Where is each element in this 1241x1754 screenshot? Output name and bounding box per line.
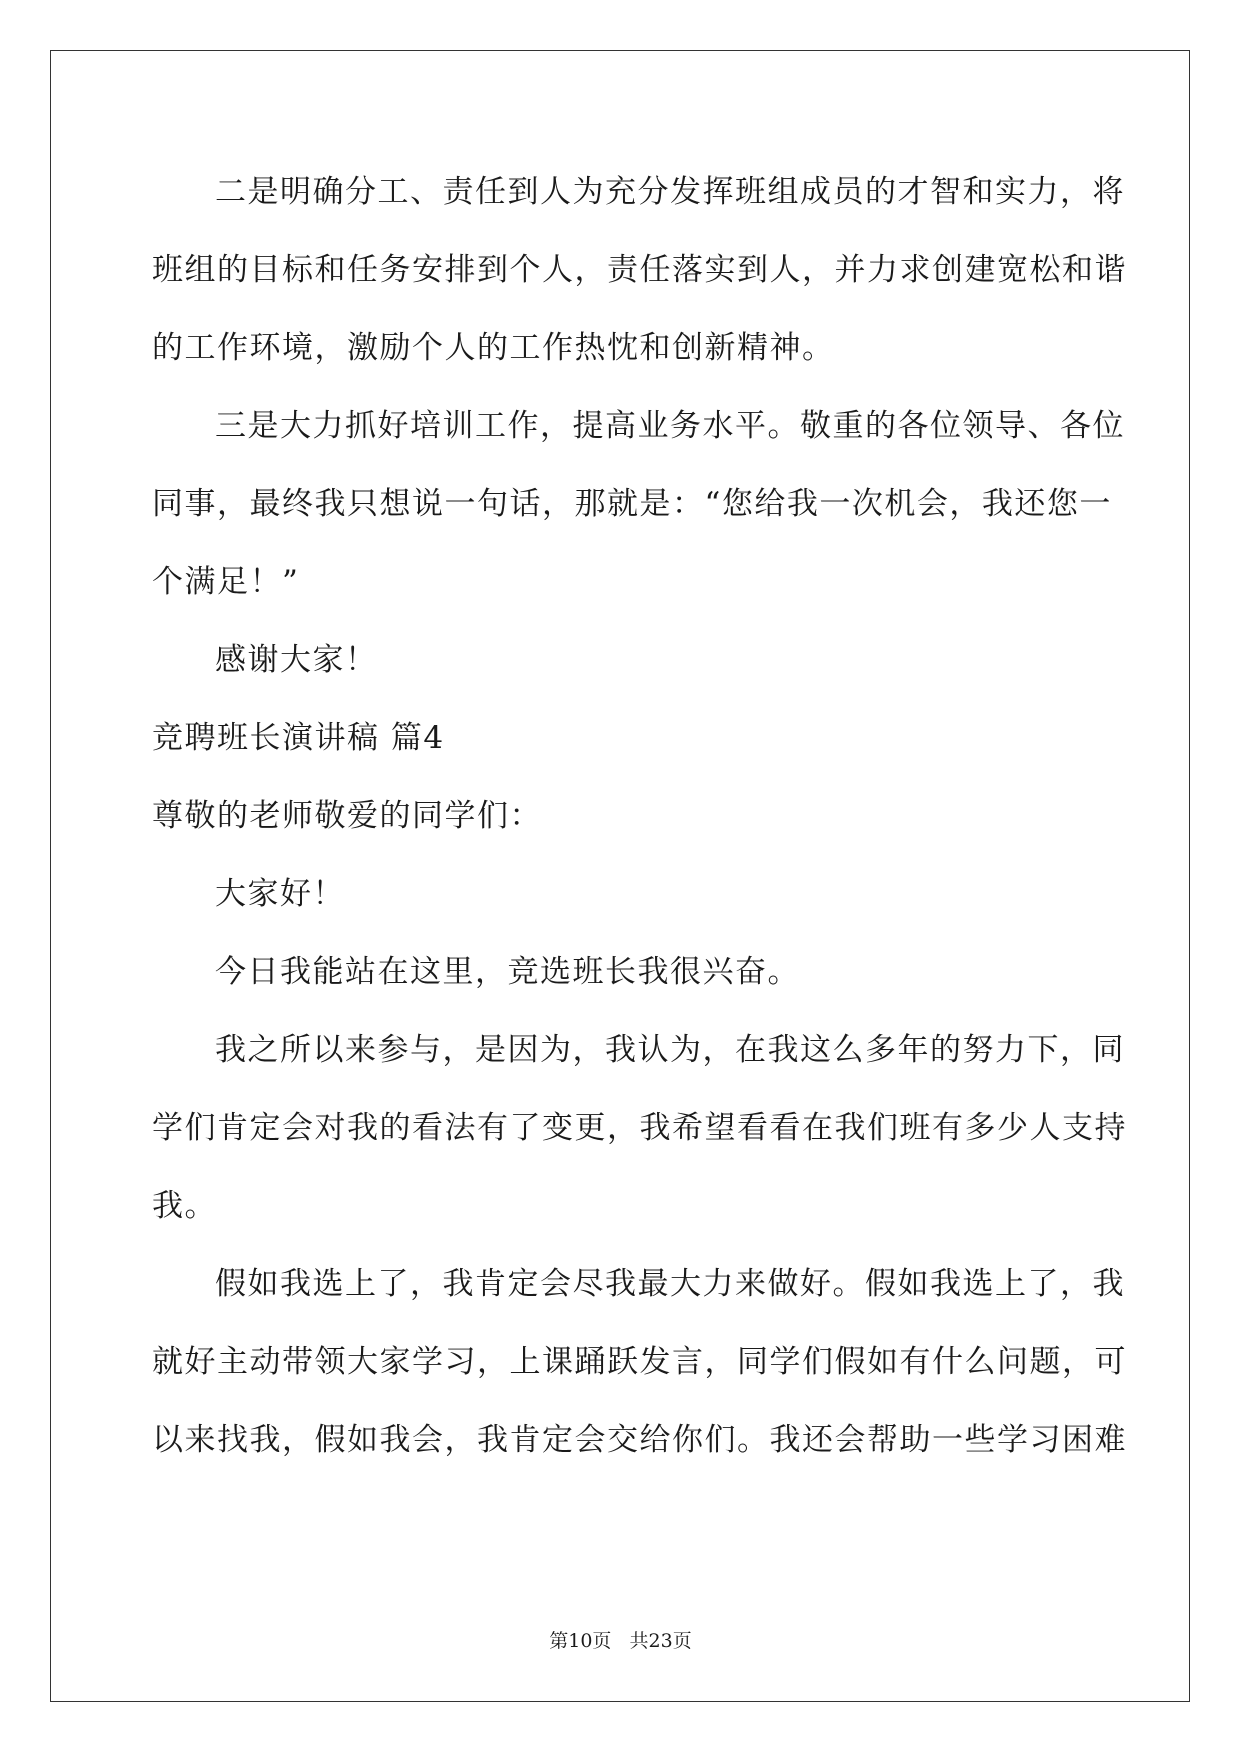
section-heading: 竞聘班长演讲稿 篇4 xyxy=(152,720,445,756)
paragraph-line: 就好主动带领大家学习，上课踊跃发言，同学们假如有什么问题，可 xyxy=(152,1344,1127,1380)
paragraph-line: 大家好！ xyxy=(215,876,345,912)
paragraph-line: 三是大力抓好培训工作，提高业务水平。敬重的各位领导、各位 xyxy=(215,408,1125,444)
paragraph-line: 同事，最终我只想说一句话，那就是：“您给我一次机会，我还您一 xyxy=(152,486,1112,522)
paragraph-line: 我之所以来参与，是因为，我认为，在我这么多年的努力下，同 xyxy=(215,1032,1125,1068)
paragraph-line: 的工作环境，激励个人的工作热忱和创新精神。 xyxy=(152,330,835,366)
page-number-text: 第10页 共23页 xyxy=(549,1630,692,1652)
paragraph-line: 班组的目标和任务安排到个人，责任落实到人，并力求创建宽松和谐 xyxy=(152,252,1127,288)
paragraph-line: 以来找我，假如我会，我肯定会交给你们。我还会帮助一些学习困难 xyxy=(152,1422,1127,1458)
paragraph-line: 假如我选上了，我肯定会尽我最大力来做好。假如我选上了，我 xyxy=(215,1266,1125,1302)
paragraph-line: 感谢大家！ xyxy=(215,642,378,678)
paragraph-line: 今日我能站在这里，竞选班长我很兴奋。 xyxy=(215,954,800,990)
paragraph-line: 学们肯定会对我的看法有了变更，我希望看看在我们班有多少人支持 xyxy=(152,1110,1127,1146)
page-footer xyxy=(0,1626,1241,1653)
paragraph-line: 我。 xyxy=(152,1188,217,1224)
paragraph-line: 个满足！” xyxy=(152,564,300,600)
salutation: 尊敬的老师敬爱的同学们： xyxy=(152,798,542,834)
paragraph-line: 二是明确分工、责任到人为充分发挥班组成员的才智和实力，将 xyxy=(215,174,1125,210)
